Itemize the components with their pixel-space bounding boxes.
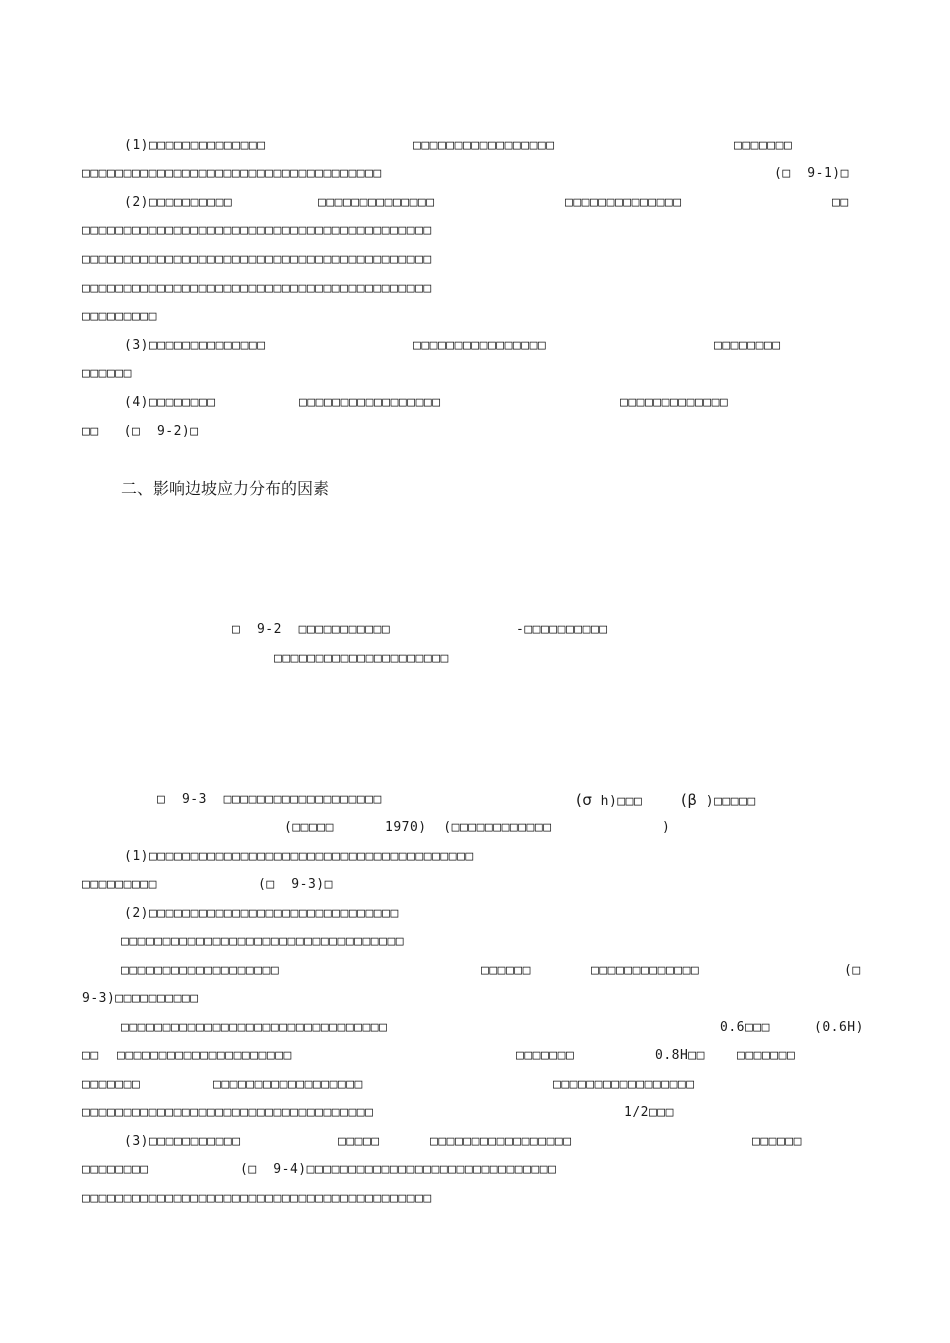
para-3-line-1-a: (3)□□□□□□□□□□□□□□ xyxy=(124,338,266,353)
para-5-line-1: (1)□□□□□□□□□□□□□□□□□□□□□□□□□□□□□□□□□□□□□□□ xyxy=(124,849,474,864)
figure-9-3-sigma xyxy=(576,792,642,810)
para-6-line-5-b: 0.6□□□ xyxy=(720,1020,770,1035)
para-7-line-1-b: □□□□□ xyxy=(338,1134,380,1149)
para-7-line-2-a: □□□□□□□□ xyxy=(82,1162,149,1177)
para-2-line-2: □□□□□□□□□□□□□□□□□□□□□□□□□□□□□□□□□□□□□□□□□□ xyxy=(82,223,432,238)
para-3-line-1-c: □□□□□□□□ xyxy=(714,338,781,353)
para-2-line-1-b: □□□□□□□□□□□□□□ xyxy=(318,195,435,210)
para-1-fig-ref: (□ 9-1)□ xyxy=(774,166,849,181)
para-6-line-5-a: □□□□□□□□□□□□□□□□□□□□□□□□□□□□□□□□ xyxy=(121,1020,388,1035)
para-6-line-2: □□□□□□□□□□□□□□□□□□□□□□□□□□□□□□□□□□ xyxy=(121,934,405,949)
figure-9-2-caption-a: □ 9-2 □□□□□□□□□□□ xyxy=(232,622,391,637)
para-1-line-1-b: □□□□□□□□□□□□□□□□□ xyxy=(413,138,555,153)
para-2-line-4: □□□□□□□□□□□□□□□□□□□□□□□□□□□□□□□□□□□□□□□□□□ xyxy=(82,281,432,296)
sigma-symbol: (σ xyxy=(576,791,593,809)
para-6-line-6-e: □□□□□□□ xyxy=(737,1048,796,1063)
para-2-line-3: □□□□□□□□□□□□□□□□□□□□□□□□□□□□□□□□□□□□□□□□□□ xyxy=(82,252,432,267)
figure-9-3-beta xyxy=(681,792,756,810)
para-6-line-7-c: □□□□□□□□□□□□□□□□□ xyxy=(553,1077,695,1092)
para-6-line-6-c: □□□□□□□ xyxy=(516,1048,575,1063)
para-2-line-1-c: □□□□□□□□□□□□□□ xyxy=(565,195,682,210)
para-2-line-1-d: □□ xyxy=(832,195,849,210)
figure-9-3-source-a: (□□□□□ xyxy=(284,820,334,835)
para-6-line-6-a: □□ xyxy=(82,1048,99,1063)
para-6-line-3-a: □□□□□□□□□□□□□□□□□□□ xyxy=(121,963,280,978)
para-7-line-2-b: (□ 9-4)□□□□□□□□□□□□□□□□□□□□□□□□□□□□□□ xyxy=(240,1162,557,1177)
figure-9-2-caption-b: -□□□□□□□□□□ xyxy=(516,622,608,637)
para-6-line-5-c: (0.6H) xyxy=(814,1020,864,1035)
para-1-line-1-c: □□□□□□□ xyxy=(734,138,793,153)
para-6-line-4: 9-3)□□□□□□□□□□ xyxy=(82,991,199,1006)
para-7-line-1-a: (3)□□□□□□□□□□□ xyxy=(124,1134,241,1149)
figure-9-2-caption-line-2: □□□□□□□□□□□□□□□□□□□□□ xyxy=(274,651,449,666)
para-6-line-6-b: □□□□□□□□□□□□□□□□□□□□□ xyxy=(117,1048,292,1063)
para-5-line-2-a: □□□□□□□□□ xyxy=(82,877,157,892)
para-6-line-7-b: □□□□□□□□□□□□□□□□□□ xyxy=(213,1077,363,1092)
para-6-line-8-b: 1/2□□□ xyxy=(624,1105,674,1120)
para-4-line-2: □□ (□ 9-2)□ xyxy=(82,424,199,439)
para-6-line-6-d: 0.8H□□ xyxy=(655,1048,705,1063)
sigma-rest: h)□□□ xyxy=(592,794,643,809)
para-4-line-1-a: (4)□□□□□□□□ xyxy=(124,395,216,410)
para-2-line-1-a: (2)□□□□□□□□□□ xyxy=(124,195,233,210)
beta-symbol: (β xyxy=(681,791,698,809)
para-6-line-1: (2)□□□□□□□□□□□□□□□□□□□□□□□□□□□□□□ xyxy=(124,906,399,921)
para-6-line-3-d: (□ xyxy=(844,963,861,978)
section-heading: 二、影响边坡应力分布的因素 xyxy=(121,479,330,498)
figure-9-3-caption-a: □ 9-3 □□□□□□□□□□□□□□□□□□□ xyxy=(157,792,382,807)
para-7-line-1-d: □□□□□□ xyxy=(752,1134,802,1149)
figure-9-3-source-b: 1970) (□□□□□□□□□□□□ xyxy=(385,820,552,835)
para-3-line-1-b: □□□□□□□□□□□□□□□□ xyxy=(413,338,547,353)
para-7-line-3: □□□□□□□□□□□□□□□□□□□□□□□□□□□□□□□□□□□□□□□□□□ xyxy=(82,1191,432,1206)
para-4-line-1-b: □□□□□□□□□□□□□□□□□ xyxy=(299,395,441,410)
para-7-line-1-c: □□□□□□□□□□□□□□□□□ xyxy=(430,1134,572,1149)
para-4-line-1-c: □□□□□□□□□□□□□ xyxy=(620,395,729,410)
para-6-line-8-a: □□□□□□□□□□□□□□□□□□□□□□□□□□□□□□□□□□□ xyxy=(82,1105,374,1120)
para-3-line-2: □□□□□□ xyxy=(82,366,132,381)
para-6-line-3-c: □□□□□□□□□□□□□ xyxy=(591,963,700,978)
para-6-line-3-b: □□□□□□ xyxy=(481,963,531,978)
para-1-line-2: □□□□□□□□□□□□□□□□□□□□□□□□□□□□□□□□□□□□ xyxy=(82,166,382,181)
para-1-line-1-a: (1)□□□□□□□□□□□□□□ xyxy=(124,138,266,153)
beta-rest: )□□□□□ xyxy=(697,794,756,809)
para-6-line-7-a: □□□□□□□ xyxy=(82,1077,141,1092)
figure-9-3-source-c: ) xyxy=(662,820,671,835)
para-2-line-5: □□□□□□□□□ xyxy=(82,309,157,324)
para-5-fig-ref: (□ 9-3)□ xyxy=(258,877,333,892)
